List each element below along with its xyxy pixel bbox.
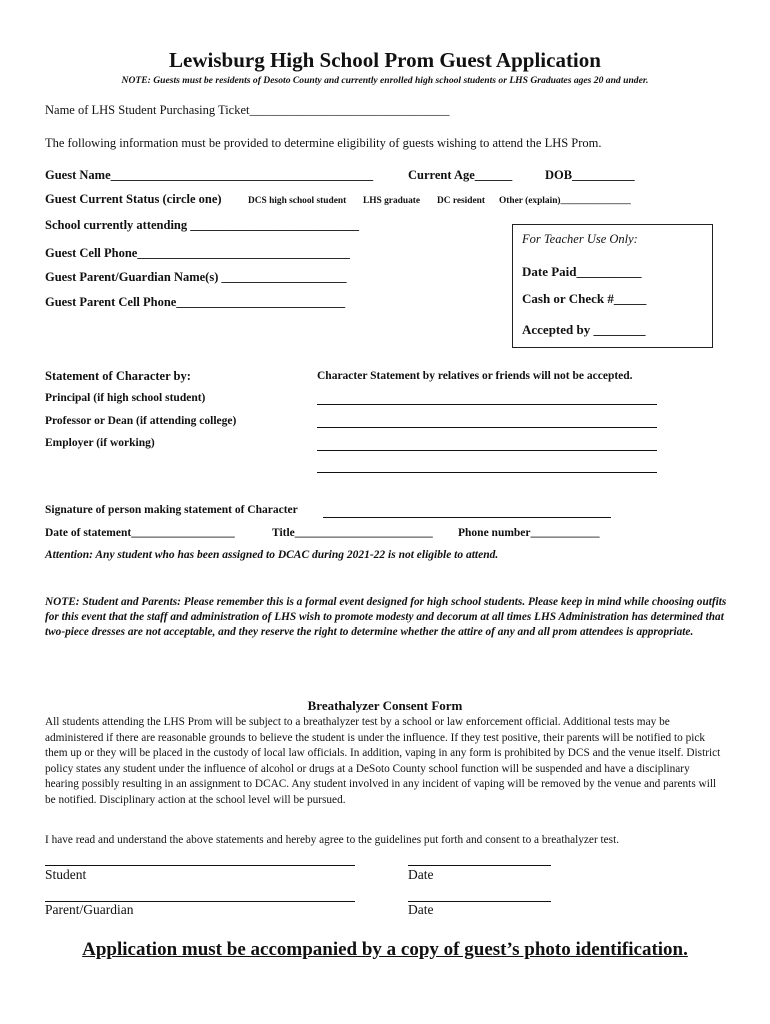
parent-date-label: Date <box>408 902 434 917</box>
guest-cell-field[interactable]: Guest Cell Phone__________________________________ <box>45 246 350 260</box>
parent-name-field[interactable]: Guest Parent/Guardian Name(s) ____________________ <box>45 270 347 284</box>
guest-name-field[interactable]: Guest Name__________________________________________ <box>45 168 374 182</box>
teacher-use-box <box>512 224 713 348</box>
accepted-by-field[interactable]: Accepted by ________ <box>522 322 646 337</box>
photo-id-requirement: Application must be accompanied by a copy of guest’s photo identification. <box>82 939 688 960</box>
status-option-dcs[interactable]: DCS high school student <box>248 196 347 206</box>
character-statement-line-4[interactable] <box>317 472 657 473</box>
dob-field[interactable]: DOB__________ <box>545 168 635 182</box>
character-note: Character Statement by relatives or friends will not be accepted. <box>317 370 633 382</box>
breathalyzer-title: Breathalyzer Consent Form <box>307 698 463 713</box>
character-statement-line-2[interactable] <box>317 427 657 428</box>
breathalyzer-body: All students attending the LHS Prom will be subject to a breathalyzer test by a school or law enforcement official. Additional tests may be administered if there are reasonable grounds to believe the student is under the influence. If they test positive, their parents will be notified to pick them up or they will be placed in the custody of local law officials. In addition, vaping in any form is prohibited by DCS and the venue itself. District policy states any student under the influence of alcohol or drugs at a DeSoto County school function will be suspended and have a disciplinary hearing possibly resulting in an assignment to DCAC. Any student involved in any incident of vaping will be removed by the venue and parents will be notified. Disciplinary action at the school level will be pursued. <box>45 716 721 806</box>
school-attending-field[interactable]: School currently attending ___________________________ <box>45 218 360 232</box>
residency-note: NOTE: Guests must be residents of Desoto County and currently enrolled high school students or LHS Graduates ages 20 and under. <box>121 75 649 86</box>
statement-title-field[interactable]: Title________________________ <box>272 527 433 539</box>
cash-check-field[interactable]: Cash or Check #_____ <box>522 291 647 306</box>
signature-character-line[interactable] <box>323 517 611 518</box>
student-signature-label: Student <box>45 867 87 882</box>
parent-cell-field[interactable]: Guest Parent Cell Phone___________________________ <box>45 295 346 309</box>
character-option-professor: Professor or Dean (if attending college) <box>45 415 237 427</box>
page-title: Lewisburg High School Prom Guest Application <box>169 48 601 72</box>
status-option-other[interactable]: Other (explain)_______________ <box>499 196 631 206</box>
parent-signature-label: Parent/Guardian <box>45 902 134 917</box>
dcac-attention: Attention: Any student who has been assigned to DCAC during 2021-22 is not eligible to attend. <box>45 549 499 561</box>
status-option-dc-resident[interactable]: DC resident <box>437 196 486 206</box>
character-statement-line-3[interactable] <box>317 450 657 451</box>
student-date-label: Date <box>408 867 434 882</box>
guest-status-label: Guest Current Status (circle one) <box>45 192 222 206</box>
character-statement-line-1[interactable] <box>317 404 657 405</box>
status-option-lhs-graduate[interactable]: LHS graduate <box>363 196 421 206</box>
signature-character-label: Signature of person making statement of Character <box>45 504 298 516</box>
current-age-field[interactable]: Current Age______ <box>408 168 513 182</box>
attire-note: NOTE: Student and Parents: Please remember this is a formal event designed for high school students. Please keep in mind while choosing outfits for this event that the staff and administration of LHS wish to promote modesty and decorum at all times LHS Administration has determined that two-piece dresses are not acceptable, and they reserve the right to determine whether the attire of any and all prom attendees is appropriate. <box>45 596 727 638</box>
character-option-employer: Employer (if working) <box>45 437 155 449</box>
eligibility-text: The following information must be provided to determine eligibility of guests wishing to attend the LHS Prom. <box>45 136 602 150</box>
student-signature-line[interactable] <box>45 865 355 866</box>
character-option-principal: Principal (if high school student) <box>45 392 206 404</box>
teacher-box-heading: For Teacher Use Only: <box>522 232 638 246</box>
agreement-text: I have read and understand the above statements and hereby agree to the guidelines put forth and consent to a breathalyzer test. <box>45 834 620 846</box>
student-date-line[interactable] <box>408 865 551 866</box>
statement-date-field[interactable]: Date of statement__________________ <box>45 527 235 539</box>
date-paid-field[interactable]: Date Paid__________ <box>522 264 642 279</box>
student-purchasing-field[interactable]: Name of LHS Student Purchasing Ticket________________________________ <box>45 103 450 117</box>
character-heading: Statement of Character by: <box>45 369 191 383</box>
statement-phone-field[interactable]: Phone number____________ <box>458 527 600 539</box>
